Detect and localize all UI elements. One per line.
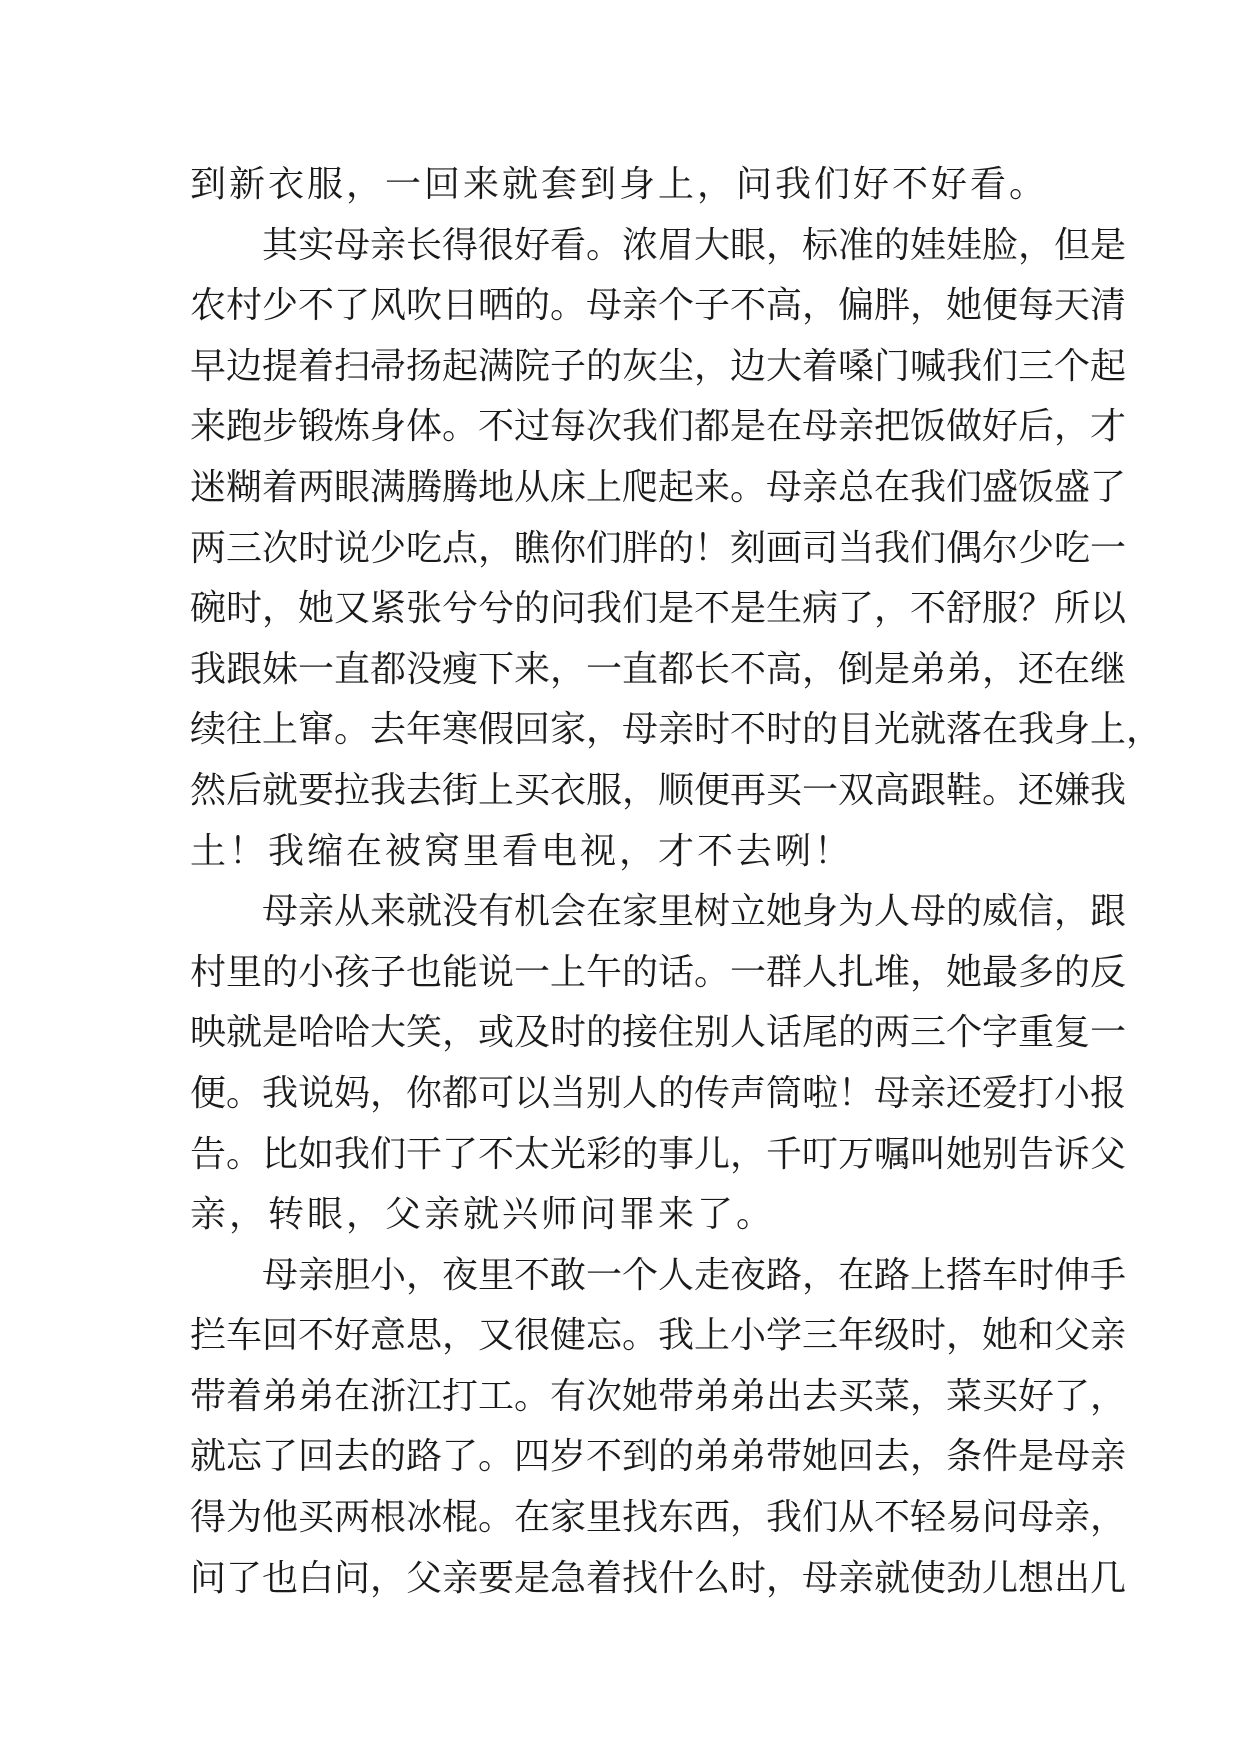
paragraph-first-line: 母亲从来就没有机会在家里树立她身为人母的威信，跟 (262, 891, 1127, 933)
text-line: 农村少不了风吹日晒的。母亲个子不高，偏胖，她便每天清 (190, 285, 1127, 327)
paragraph-first-line: 母亲胆小，夜里不敢一个人走夜路，在路上搭车时伸手 (262, 1254, 1127, 1296)
text-line: 映就是哈哈大笑，或及时的接住别人话尾的两三个字重复一 (190, 1012, 1127, 1054)
text-line: 早边提着扫帚扬起满院子的灰尘，边大着嗓门喊我们三个起 (190, 345, 1127, 387)
text-line: 迷糊着两眼满腾腾地从床上爬起来。母亲总在我们盛饭盛了 (190, 466, 1127, 508)
text-line: 然后就要拉我去街上买衣服，顺便再买一双高跟鞋。还嫌我 (190, 769, 1127, 811)
text-line: 两三次时说少吃点，瞧你们胖的！刻画司当我们偶尔少吃一 (190, 527, 1127, 569)
text-line: 问了也白问，父亲要是急着找什么时，母亲就使劲儿想出几 (190, 1557, 1127, 1599)
text-line: 便。我说妈，你都可以当别人的传声筒啦！母亲还爱打小报 (190, 1072, 1127, 1114)
text-line: 碗时，她又紧张兮兮的问我们是不是生病了，不舒服？所以 (190, 588, 1127, 630)
text-line: 得为他买两根冰棍。在家里找东西，我们从不轻易问母亲， (190, 1497, 1127, 1539)
body-text (190, 155, 1163, 1609)
text-line: 我跟妹一直都没瘦下来，一直都长不高，倒是弟弟，还在继 (190, 648, 1127, 690)
text-line: 告。比如我们干了不太光彩的事儿，千叮万嘱叫她别告诉父 (190, 1133, 1127, 1175)
text-line: 土！我缩在被窝里看电视，才不去咧！ (190, 830, 854, 872)
text-line: 来跑步锻炼身体。不过每次我们都是在母亲把饭做好后，才 (190, 406, 1127, 448)
text-line: 村里的小孩子也能说一上午的话。一群人扎堆，她最多的反 (190, 951, 1127, 993)
text-line: 续往上窜。去年寒假回家，母亲时不时的目光就落在我身上， (190, 709, 1163, 751)
text-line: 拦车回不好意思，又很健忘。我上小学三年级时，她和父亲 (190, 1315, 1127, 1357)
text-line: 到新衣服，一回来就套到身上，问我们好不好看。 (190, 164, 1049, 205)
text-line: 带着弟弟在浙江打工。有次她带弟弟出去买菜，菜买好了， (190, 1375, 1127, 1417)
text-line: 就忘了回去的路了。四岁不到的弟弟带她回去，条件是母亲 (190, 1436, 1127, 1478)
text-line: 亲，转眼，父亲就兴师问罪来了。 (190, 1194, 776, 1236)
paragraph-first-line: 其实母亲长得很好看。浓眉大眼，标准的娃娃脸，但是 (262, 224, 1127, 266)
